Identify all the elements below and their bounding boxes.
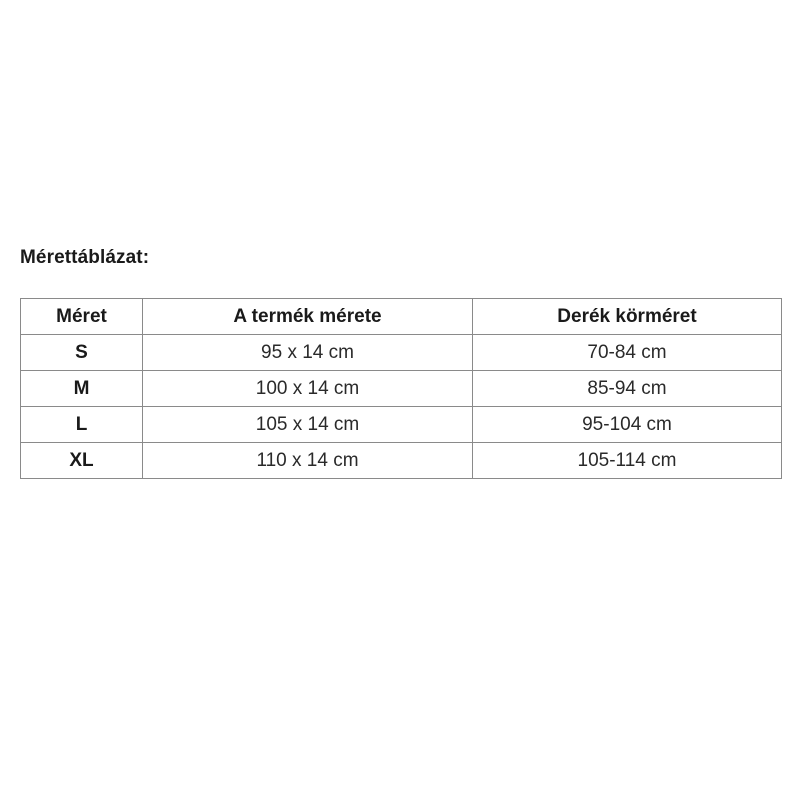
table-row xyxy=(21,443,782,479)
table-row xyxy=(21,335,782,371)
waist-value: 70-84 cm xyxy=(473,335,782,371)
size-label: L xyxy=(21,407,143,443)
column-header-size: Méret xyxy=(21,299,143,335)
table-row xyxy=(21,371,782,407)
table-header-row xyxy=(21,299,782,335)
product-size-value: 110 x 14 cm xyxy=(143,443,473,479)
table-row xyxy=(21,407,782,443)
column-header-waist: Derék körméret xyxy=(473,299,782,335)
column-header-product-size: A termék mérete xyxy=(143,299,473,335)
waist-value: 85-94 cm xyxy=(473,371,782,407)
waist-value: 105-114 cm xyxy=(473,443,782,479)
size-label: M xyxy=(21,371,143,407)
size-table xyxy=(20,298,782,479)
product-size-value: 105 x 14 cm xyxy=(143,407,473,443)
size-chart-title: Mérettáblázat: xyxy=(20,247,150,268)
product-size-value: 95 x 14 cm xyxy=(143,335,473,371)
waist-value: 95-104 cm xyxy=(473,407,782,443)
size-label: XL xyxy=(21,443,143,479)
product-size-value: 100 x 14 cm xyxy=(143,371,473,407)
size-label: S xyxy=(21,335,143,371)
